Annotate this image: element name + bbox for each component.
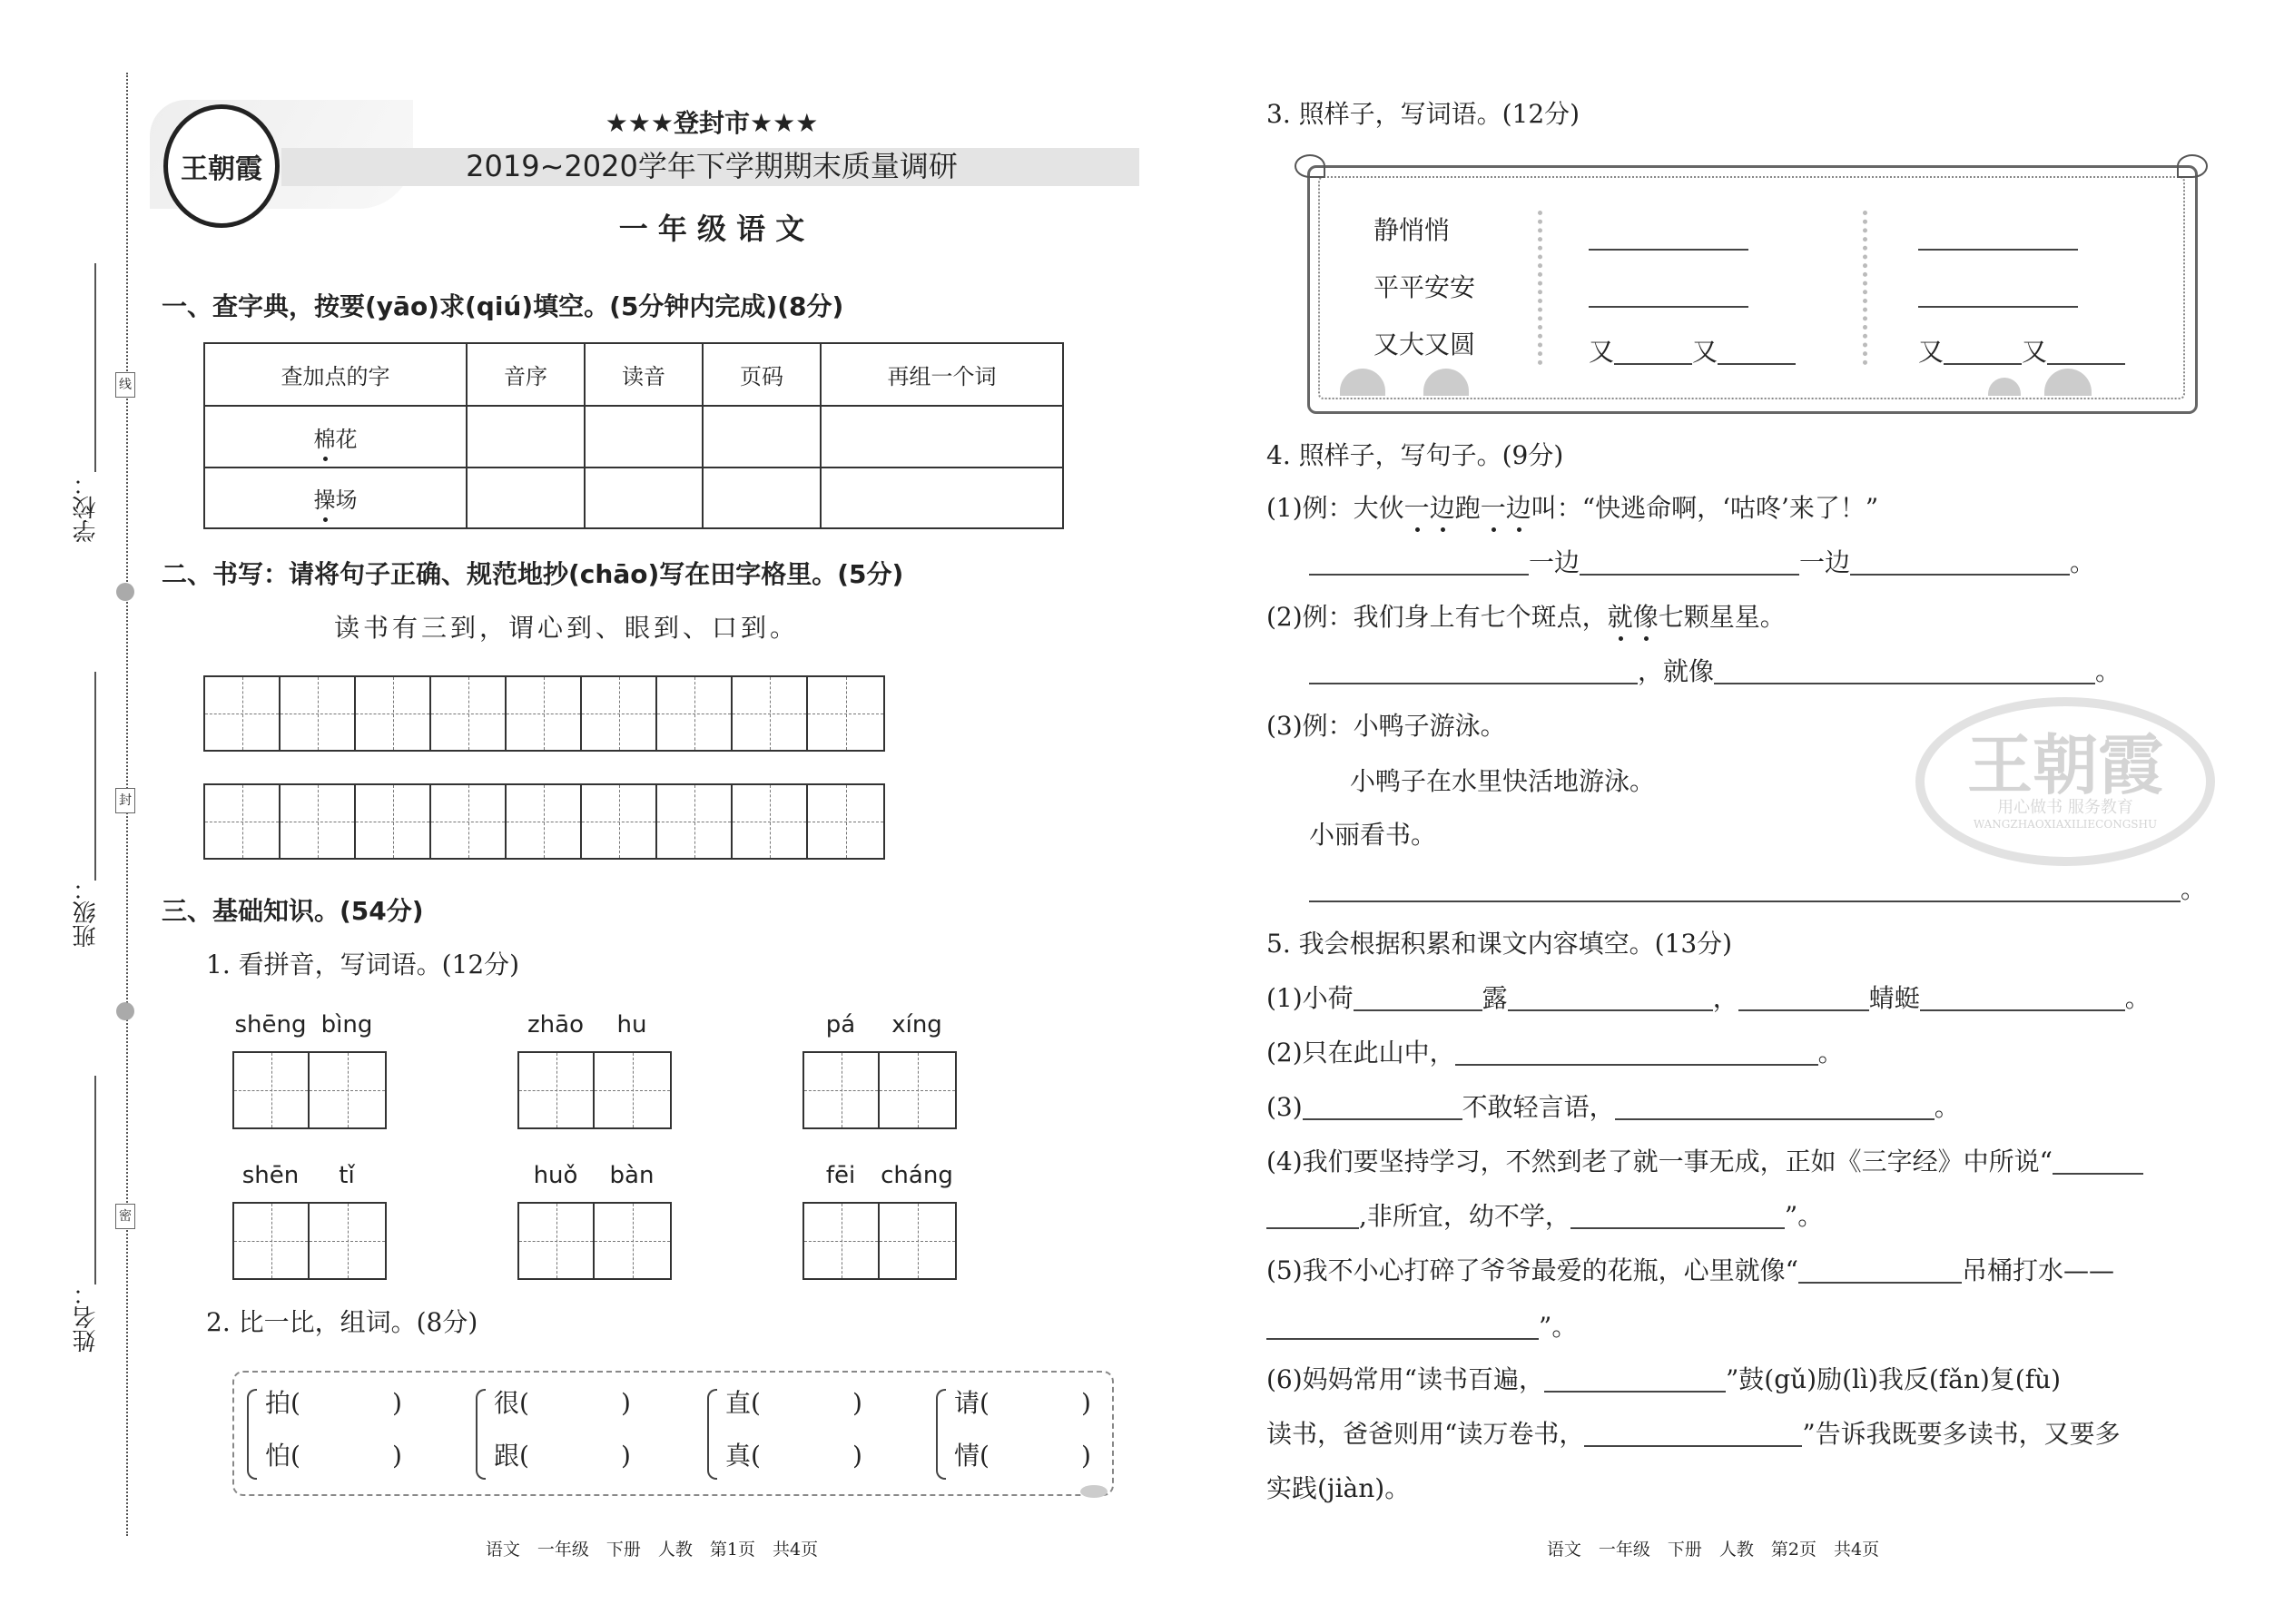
class-line	[94, 672, 96, 881]
answer-blank[interactable]	[2047, 340, 2125, 365]
q4-answer-3: 。	[1309, 877, 2206, 902]
tianzige-cell[interactable]	[281, 677, 356, 750]
name-line	[94, 1076, 96, 1284]
tianzige-cell[interactable]	[808, 677, 883, 750]
answer-cell[interactable]	[821, 468, 1063, 528]
dictionary-table	[203, 342, 1064, 529]
answer-blank[interactable]	[1714, 659, 2095, 684]
tianzige-row[interactable]	[203, 675, 885, 752]
pinyin-label: xíng	[891, 1011, 942, 1038]
answer-cell[interactable]	[821, 406, 1063, 468]
answer-row: 又 又	[1589, 340, 1796, 365]
copy-sentence: 读书有三到，谓心到、眼到、口到。	[334, 613, 800, 643]
answer-blank[interactable]	[1508, 986, 1713, 1011]
tianzige-cell[interactable]	[205, 785, 281, 858]
q5-line-1: (1)小荷 露 ， 蜻蜓 。	[1266, 983, 2151, 1013]
answer-blank[interactable]	[1738, 986, 1869, 1011]
tianzige-cell[interactable]	[733, 785, 808, 858]
answer-cell[interactable]	[703, 406, 821, 468]
column-header: 再组一个词	[821, 343, 1063, 406]
dotted-char: 棉	[313, 426, 336, 452]
tianzige-cell[interactable]	[356, 785, 431, 858]
compare-char: 直(	[725, 1388, 761, 1418]
answer-blank[interactable]	[1580, 550, 1799, 576]
tianzige-cell[interactable]	[582, 785, 657, 858]
cut-circle-icon	[116, 1002, 134, 1020]
column-header: 音序	[467, 343, 585, 406]
q5-line-4-cont: ,非所宜，幼不学， ”。	[1266, 1204, 1823, 1229]
school-label: 学校：	[73, 472, 100, 543]
q5-line-4: (4)我们要坚持学习，不然到老了就一事无成，正如《三字经》中所说“	[1266, 1149, 2143, 1175]
compare-close: )	[621, 1388, 631, 1418]
tianzige-cell[interactable]	[582, 677, 657, 750]
answer-blank[interactable]	[2053, 1149, 2143, 1175]
answer-blank[interactable]	[1850, 550, 2070, 576]
brace-icon	[476, 1389, 486, 1480]
table-row: 操场	[204, 468, 1063, 528]
answer-blank[interactable]	[1918, 282, 2078, 308]
compare-char: 情(	[954, 1441, 989, 1471]
q4-example-3: (3)例：小鸭子游泳。	[1266, 711, 1506, 741]
tianzige-cell[interactable]	[507, 677, 582, 750]
exam-title: 2019~2020学年下学期期末质量调研	[466, 149, 958, 183]
answer-blank[interactable]	[1354, 986, 1482, 1011]
watermark-seal	[1915, 697, 2215, 866]
answer-blank[interactable]	[1589, 282, 1748, 308]
q5-line-6-cont: 读书，爸爸则用“读万卷书， ”告诉我既要多读书，又要多	[1266, 1419, 2121, 1449]
tianzige-cell[interactable]	[804, 1053, 880, 1127]
answer-blank[interactable]	[1570, 1204, 1785, 1229]
pinyin-label: fēi	[825, 1162, 856, 1189]
q5-line-2: (2)只在此山中， 。	[1266, 1038, 1844, 1068]
compare-close: )	[621, 1441, 631, 1471]
compare-char: 拍(	[265, 1388, 300, 1418]
section-1-heading: 一、查字典，按要(yāo)求(qiú)填空。(5分钟内完成)(8分)	[162, 291, 844, 321]
answer-blank[interactable]	[1718, 340, 1796, 365]
tianzige-cell[interactable]	[519, 1204, 595, 1278]
answer-blank[interactable]	[1584, 1422, 1802, 1447]
compare-close: )	[852, 1441, 862, 1471]
tianzige-row[interactable]	[203, 783, 885, 860]
pinyin-label: bàn	[609, 1162, 655, 1189]
pinyin-label: tǐ	[339, 1162, 355, 1189]
q4-example-2: (2)例：我们身上有七个斑点，就像七颗星星。	[1266, 602, 1786, 632]
tianzige-cell[interactable]	[507, 785, 582, 858]
column-header: 页码	[703, 343, 821, 406]
compare-char: 真(	[725, 1441, 761, 1471]
tianzige-cell[interactable]	[657, 785, 733, 858]
answer-row: 又 又	[1918, 340, 2125, 365]
pinyin-label: bìng	[320, 1011, 373, 1038]
brace-icon	[247, 1389, 257, 1480]
answer-blank[interactable]	[1266, 1204, 1359, 1229]
q5-line-6-end: 实践(jiàn)。	[1266, 1473, 1411, 1503]
watermark-motto: 用心做书 服务教育	[1997, 798, 2133, 817]
answer-blank[interactable]	[1944, 340, 2022, 365]
answer-blank[interactable]	[1455, 1040, 1818, 1066]
word-box[interactable]	[517, 1051, 672, 1129]
tianzige-cell[interactable]	[431, 785, 507, 858]
q3-title: 3. 照样子，写词语。(12分)	[1266, 99, 1580, 129]
name-label: 姓名：	[73, 1282, 100, 1353]
whale-icon	[1080, 1485, 1108, 1498]
word-box[interactable]	[802, 1202, 957, 1280]
compare-char: 跟(	[494, 1441, 529, 1471]
tianzige-cell[interactable]	[310, 1053, 385, 1127]
brace-icon	[936, 1389, 946, 1480]
brace-icon	[707, 1389, 717, 1480]
footer-left: 语文 一年级 下册 人教 第1页 共4页	[485, 1540, 819, 1560]
example-word: 静悄悄	[1373, 215, 1451, 245]
q4-example-1: (1)例：大伙一边跑一边叫：“快逃命啊，‘咕咚’来了！”	[1266, 493, 1879, 523]
tianzige-cell[interactable]	[657, 677, 733, 750]
q5-line-5-cont: ”。	[1266, 1314, 1577, 1340]
answer-cell[interactable]	[703, 468, 821, 528]
word-box[interactable]	[517, 1202, 672, 1280]
word-box[interactable]	[802, 1051, 957, 1129]
word-box[interactable]	[232, 1051, 387, 1129]
answer-row	[1589, 225, 1748, 251]
seal-char-feng: 封	[115, 788, 135, 813]
pinyin-label: huǒ	[533, 1162, 578, 1189]
logo-text: 王朝霞	[181, 153, 262, 185]
logo	[163, 104, 280, 228]
q4-example-3-expanded: 小鸭子在水里快活地游泳。	[1350, 766, 1656, 796]
q1-title: 1. 看拼音，写词语。(12分)	[206, 950, 520, 979]
dotted-char: 操	[313, 487, 336, 513]
answer-blank[interactable]	[1589, 225, 1748, 251]
school-line	[94, 263, 96, 472]
q5-line-3: (3) 不敢轻言语， 。	[1266, 1092, 1960, 1122]
tianzige-cell[interactable]	[310, 1204, 385, 1278]
section-2-heading: 二、书写：请将句子正确、规范地抄(chāo)写在田字格里。(5分)	[162, 559, 904, 589]
answer-blank[interactable]	[1309, 550, 1529, 576]
compare-close: )	[1081, 1441, 1091, 1471]
answer-row	[1589, 282, 1748, 308]
answer-blank[interactable]	[1544, 1367, 1726, 1393]
q2-title: 2. 比一比，组词。(8分)	[206, 1307, 478, 1337]
answer-row	[1918, 225, 2078, 251]
q4-answer-2: ，就像 。	[1309, 659, 2121, 684]
answer-cell[interactable]	[585, 406, 703, 468]
answer-blank[interactable]	[1918, 225, 2078, 251]
cut-circle-icon	[116, 583, 134, 601]
q4-answer-1: 一边 一边 。	[1309, 550, 2095, 576]
q4-title: 4. 照样子，写句子。(9分)	[1266, 440, 1564, 470]
answer-blank[interactable]	[1266, 1314, 1539, 1340]
drop-separator	[1538, 211, 1542, 365]
seal-char-xian: 线	[115, 372, 135, 398]
column-header: 查加点的字	[204, 343, 467, 406]
city-label: ★★★登封市★★★	[605, 108, 819, 138]
compare-close: )	[852, 1388, 862, 1418]
q5-title: 5. 我会根据积累和课文内容填空。(13分)	[1266, 929, 1733, 959]
compare-close: )	[392, 1388, 402, 1418]
subject-title: 一 年 级 语 文	[618, 212, 805, 246]
compare-char: 怕(	[265, 1441, 300, 1471]
example-word: 平平安安	[1373, 272, 1476, 302]
tianzige-cell[interactable]	[880, 1053, 955, 1127]
column-header: 读音	[585, 343, 703, 406]
leaf-decoration-icon	[1295, 154, 1325, 178]
watermark-name: 王朝霞	[1966, 726, 2163, 803]
q4-task-3: 小丽看书。	[1309, 820, 1437, 850]
answer-blank[interactable]	[1798, 1258, 1962, 1284]
q5-line-5: (5)我不小心打碎了爷爷最爱的花瓶，心里就像“ 吊桶打水——	[1266, 1255, 2114, 1285]
compare-close: )	[392, 1441, 402, 1471]
tianzige-cell[interactable]	[431, 677, 507, 750]
tianzige-cell[interactable]	[880, 1204, 955, 1278]
answer-blank[interactable]	[1920, 986, 2125, 1011]
tianzige-cell[interactable]	[595, 1053, 670, 1127]
pinyin-label: pá	[825, 1011, 856, 1038]
tianzige-cell[interactable]	[234, 1204, 310, 1278]
pinyin-label: zhāo	[527, 1011, 584, 1038]
compare-char: 请(	[954, 1388, 989, 1418]
seal-char-mi: 密	[115, 1204, 135, 1229]
tianzige-cell[interactable]	[519, 1053, 595, 1127]
compare-char: 很(	[494, 1388, 529, 1418]
example-word: 又大又圆	[1373, 330, 1476, 359]
tianzige-cell[interactable]	[808, 785, 883, 858]
section-3-heading: 三、基础知识。(54分)	[162, 896, 424, 926]
class-label: 班级：	[73, 877, 100, 948]
answer-blank[interactable]	[1615, 1095, 1935, 1120]
answer-blank[interactable]	[1614, 340, 1692, 365]
tianzige-cell[interactable]	[595, 1204, 670, 1278]
tianzige-cell[interactable]	[205, 677, 281, 750]
answer-blank[interactable]	[1309, 877, 2181, 902]
answer-cell[interactable]	[467, 468, 585, 528]
tianzige-cell[interactable]	[733, 677, 808, 750]
tianzige-cell[interactable]	[281, 785, 356, 858]
answer-blank[interactable]	[1303, 1095, 1462, 1120]
tianzige-cell[interactable]	[234, 1053, 310, 1127]
tianzige-cell[interactable]	[356, 677, 431, 750]
pinyin-label: cháng	[881, 1162, 953, 1189]
drop-separator	[1863, 211, 1867, 365]
pinyin-label: shēn	[241, 1162, 300, 1189]
table-row: 棉花	[204, 406, 1063, 468]
pinyin-label: hu	[616, 1011, 647, 1038]
pinyin-label: shēng	[234, 1011, 307, 1038]
answer-cell[interactable]	[467, 406, 585, 468]
answer-row	[1918, 282, 2078, 308]
leaf-decoration-icon	[2177, 154, 2208, 178]
word-box[interactable]	[232, 1202, 387, 1280]
watermark-ring: WANGZHAOXIAXILIECONGSHU	[1973, 817, 2158, 831]
compare-close: )	[1081, 1388, 1091, 1418]
answer-blank[interactable]	[1309, 659, 1638, 684]
footer-right: 语文 一年级 下册 人教 第2页 共4页	[1546, 1540, 1880, 1560]
answer-cell[interactable]	[585, 468, 703, 528]
tianzige-cell[interactable]	[804, 1204, 880, 1278]
q5-line-6: (6)妈妈常用“读书百遍， ”鼓(gǔ)励(lì)我反(fǎn)复(fù)	[1266, 1364, 2062, 1394]
